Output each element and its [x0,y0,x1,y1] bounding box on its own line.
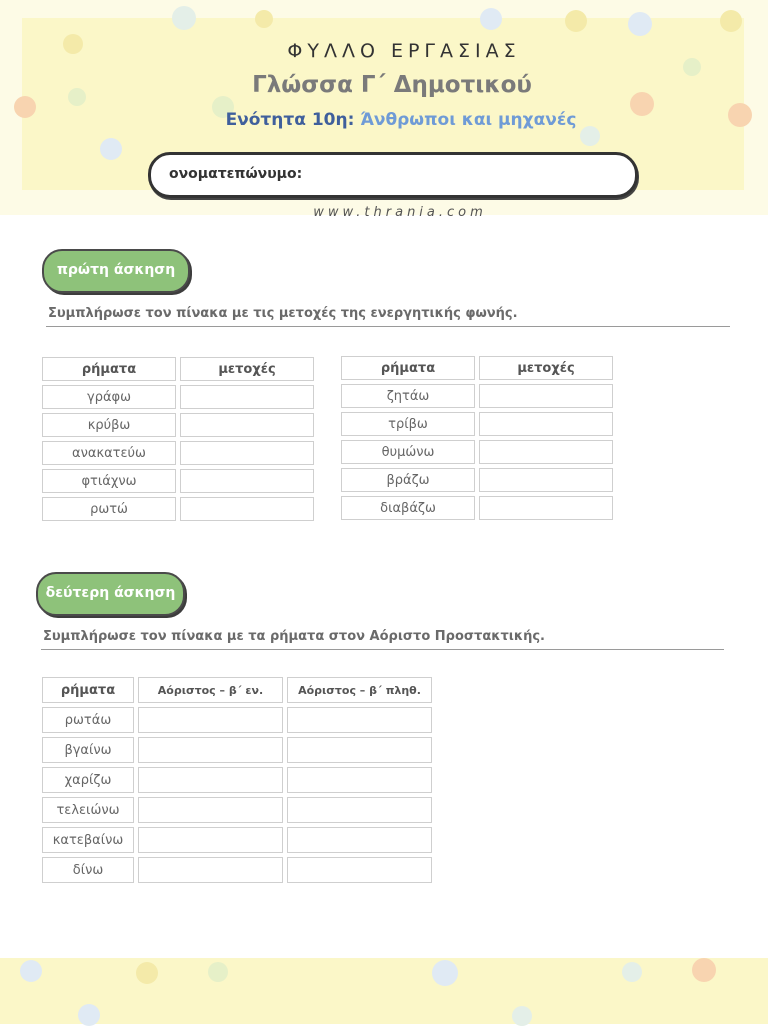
verb-cell: δίνω [42,857,134,883]
verb-cell: κατεβαίνω [42,827,134,853]
exercise-1-table-right [337,352,617,524]
answer-cell[interactable] [479,384,613,408]
decor-dot [512,1006,532,1026]
decor-dot [78,1004,100,1026]
column-header-verbs: ρήματα [341,356,475,380]
verb-cell: γράφω [42,385,176,409]
column-header-participles: μετοχές [180,357,314,381]
exercise-2-table [38,673,436,887]
table-row [341,440,613,464]
verb-cell: διαβάζω [341,496,475,520]
exercise-1-table-left [38,353,318,525]
answer-cell[interactable] [479,468,613,492]
answer-cell[interactable] [138,767,283,793]
answer-cell[interactable] [479,496,613,520]
decor-dot [565,10,587,32]
answer-cell[interactable] [287,857,432,883]
decor-dot [622,962,642,982]
answer-cell[interactable] [479,412,613,436]
column-header-aorist-singular: Αόριστος – β΄ εν. [138,677,283,703]
decor-dot [480,8,502,30]
unit-heading [0,110,768,130]
answer-cell[interactable] [180,497,314,521]
decor-dot [100,138,122,160]
decor-dot [255,10,273,28]
table-row [42,857,432,883]
verb-cell: ρωτάω [42,707,134,733]
verb-cell: ζητάω [341,384,475,408]
answer-cell[interactable] [287,737,432,763]
table-header-row [42,677,432,703]
table-row [341,468,613,492]
unit-topic: Άνθρωποι και μηχανές [360,110,577,130]
table-row [341,384,613,408]
decor-dot [432,960,458,986]
website-url: www.thrania.com [313,205,487,220]
decor-dot [628,12,652,36]
answer-cell[interactable] [180,385,314,409]
table-row [42,737,432,763]
verb-cell: φτιάχνω [42,469,176,493]
column-header-aorist-plural: Αόριστος – β΄ πληθ. [287,677,432,703]
table-row [42,797,432,823]
decor-dot [208,962,228,982]
answer-cell[interactable] [138,737,283,763]
subject-title: Γλώσσα Γ΄ Δημοτικού [252,72,532,98]
answer-cell[interactable] [138,827,283,853]
verb-cell: κρύβω [42,413,176,437]
table-row [42,413,314,437]
decor-dot [172,6,196,30]
answer-cell[interactable] [138,857,283,883]
answer-cell[interactable] [287,827,432,853]
exercise-1-divider [46,326,730,327]
decor-dot [20,960,42,982]
table-row [341,496,613,520]
exercise-1-instruction: Συμπλήρωσε τον πίνακα με τις μετοχές της ενεργητικής φωνής. [48,306,518,321]
answer-cell[interactable] [180,469,314,493]
decor-dot [692,958,716,982]
verb-cell: βγαίνω [42,737,134,763]
table-row [42,385,314,409]
table-row [42,441,314,465]
column-header-participles: μετοχές [479,356,613,380]
decor-dot [720,10,742,32]
table-row [42,469,314,493]
footer-band [0,958,768,1024]
answer-cell[interactable] [138,797,283,823]
column-header-verbs: ρήματα [42,677,134,703]
table-header-row [341,356,613,380]
table-row [341,412,613,436]
table-header-row [42,357,314,381]
name-field-label: ονοματεπώνυμο: [169,166,303,182]
answer-cell[interactable] [287,707,432,733]
table-row [42,767,432,793]
table-row [42,827,432,853]
sheet-title: ΦΥΛΛΟ ΕΡΓΑΣΙΑΣ [287,40,521,62]
answer-cell[interactable] [287,797,432,823]
verb-cell: χαρίζω [42,767,134,793]
verb-cell: τελειώνω [42,797,134,823]
table-row [42,497,314,521]
verb-cell: θυμώνω [341,440,475,464]
answer-cell[interactable] [180,413,314,437]
exercise-2-badge: δεύτερη άσκηση [36,572,185,616]
unit-label: Ενότητα 10η: [225,110,355,130]
name-field[interactable] [148,152,638,198]
answer-cell[interactable] [479,440,613,464]
verb-cell: ρωτώ [42,497,176,521]
answer-cell[interactable] [138,707,283,733]
exercise-1-badge: πρώτη άσκηση [42,249,190,293]
verb-cell: βράζω [341,468,475,492]
column-header-verbs: ρήματα [42,357,176,381]
exercise-2-divider [41,649,724,650]
table-row [42,707,432,733]
verb-cell: ανακατεύω [42,441,176,465]
exercise-2-instruction: Συμπλήρωσε τον πίνακα με τα ρήματα στον Αόριστο Προστακτικής. [43,629,545,644]
answer-cell[interactable] [287,767,432,793]
verb-cell: τρίβω [341,412,475,436]
decor-dot [136,962,158,984]
answer-cell[interactable] [180,441,314,465]
